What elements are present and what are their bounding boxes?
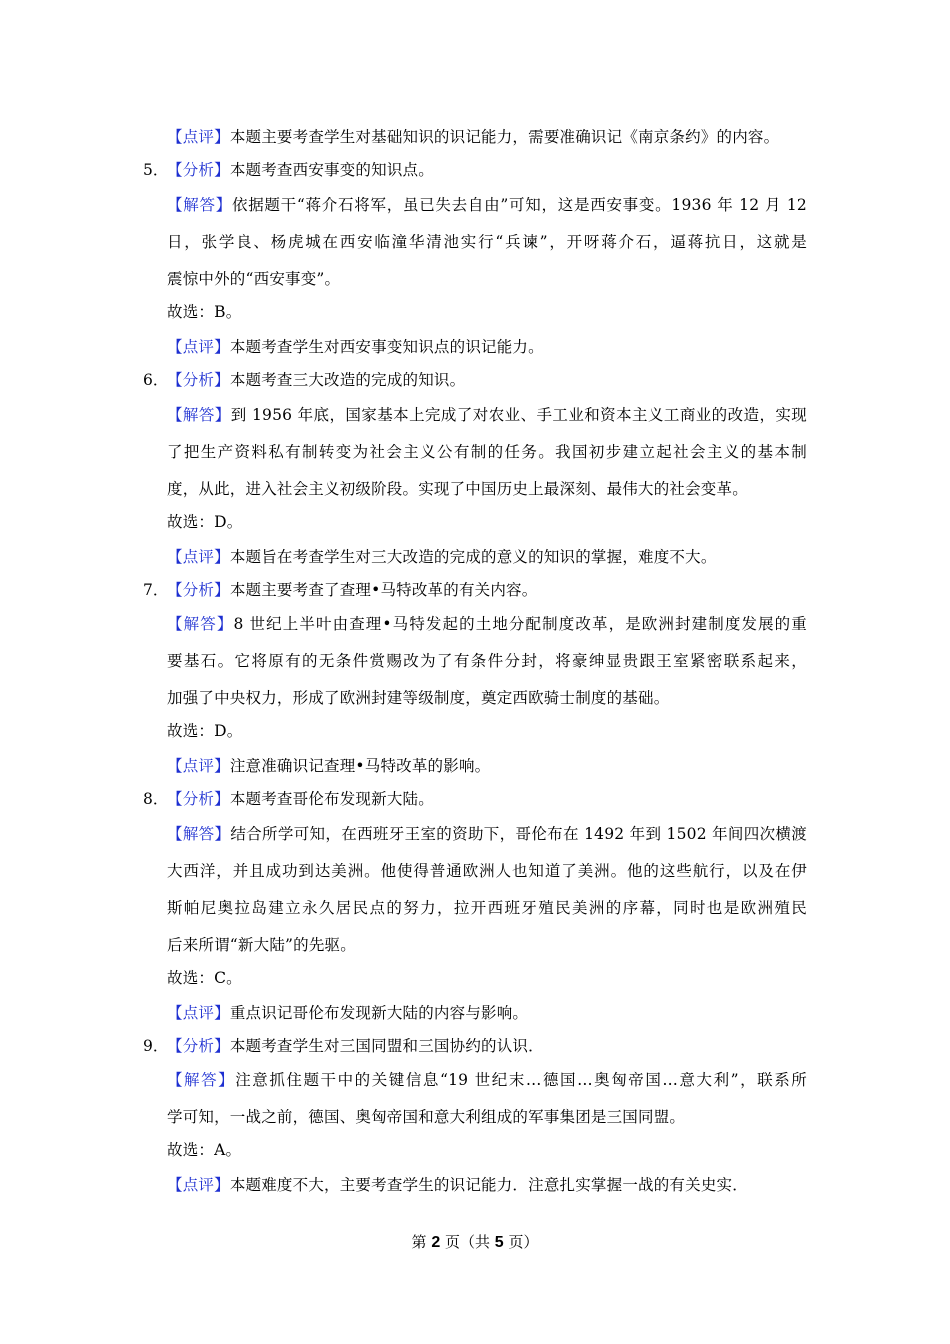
item-5-answer-line: 日，张学良、杨虎城在西安临潼华清池实行“兵谏”，开呀蒋介石，逼蒋抗日，这就是 bbox=[167, 233, 807, 251]
answer-tag: 【解答】 bbox=[167, 825, 231, 843]
item-8-answer-line: 斯帕尼奥拉岛建立永久居民点的努力，拉开西班牙殖民美洲的序幕，同时也是欧洲殖民 bbox=[167, 899, 807, 917]
comment-tag: 【点评】 bbox=[167, 128, 230, 146]
page-footer: 第 2 页（共 5 页） bbox=[411, 1233, 539, 1251]
comment-tag: 【点评】 bbox=[167, 548, 230, 566]
item-7-analysis: 【分析】本题主要考查了查理•马特改革的有关内容。 bbox=[167, 581, 538, 599]
item-5-answer-line: 震惊中外的“西安事变”。 bbox=[167, 270, 341, 288]
item-5-comment: 【点评】本题考查学生对西安事变知识点的识记能力。 bbox=[167, 338, 544, 356]
question-number: 8． bbox=[143, 790, 169, 808]
item-7-answer-line: 加强了中央权力，形成了欧洲封建等级制度，奠定西欧骑士制度的基础。 bbox=[167, 689, 670, 707]
question-number: 7． bbox=[143, 581, 169, 599]
item-7-comment: 【点评】注意准确识记查理•马特改革的影响。 bbox=[167, 757, 491, 775]
item-8-comment: 【点评】重点识记哥伦布发现新大陆的内容与影响。 bbox=[167, 1004, 529, 1022]
item-6-answer-line: 了把生产资料私有制转变为社会主义公有制的任务。我国初步建立起社会主义的基本制 bbox=[167, 443, 807, 461]
item-6-comment: 【点评】本题旨在考查学生对三大改造的完成的意义的知识的掌握，难度不大。 bbox=[167, 548, 717, 566]
item-9-answer-line: 【解答】注意抓住题干中的关键信息“19 世纪末…德国…奥匈帝国…意大利”，联系所 bbox=[167, 1071, 807, 1089]
item-6-answer-line: 度，从此，进入社会主义初级阶段。实现了中国历史上最深刻、最伟大的社会变革。 bbox=[167, 480, 748, 498]
answer-tag: 【解答】 bbox=[167, 615, 234, 633]
comment-tag: 【点评】 bbox=[167, 757, 230, 775]
item-8-answer-line: 大西洋，并且成功到达美洲。他使得普通欧洲人也知道了美洲。他的这些航行，以及在伊 bbox=[167, 862, 807, 880]
item-7-answer-line: 要基石。它将原有的无条件赏赐改为了有条件分封，将豪绅显贵跟王室紧密联系起来， bbox=[167, 652, 807, 670]
analysis-tag: 【分析】 bbox=[167, 161, 230, 179]
item-8-choice: 故选：C。 bbox=[167, 969, 242, 987]
comment-tag: 【点评】 bbox=[167, 1004, 230, 1022]
item-9-answer-line: 学可知，一战之前，德国、奥匈帝国和意大利组成的军事集团是三国同盟。 bbox=[167, 1108, 686, 1126]
item-8-answer-line: 后来所谓“新大陆”的先驱。 bbox=[167, 936, 356, 954]
item-9-choice: 故选：A。 bbox=[167, 1141, 242, 1159]
comment-tag: 【点评】 bbox=[167, 1176, 230, 1194]
item-8-answer-line: 【解答】结合所学可知，在西班牙王室的资助下，哥伦布在 1492 年到 1502 年间四次横渡 bbox=[167, 825, 807, 843]
analysis-tag: 【分析】 bbox=[167, 371, 230, 389]
question-number: 6． bbox=[143, 371, 169, 389]
total-pages: 5 bbox=[494, 1234, 504, 1251]
item-5-choice: 故选：B。 bbox=[167, 303, 242, 321]
item-5-answer-line: 【解答】依据题干“蒋介石将军，虽已失去自由”可知，这是西安事变。1936 年 12 月 12 bbox=[167, 196, 807, 214]
question-number: 9． bbox=[143, 1037, 169, 1055]
item-7-answer-line: 【解答】8 世纪上半叶由查理•马特发起的土地分配制度改革，是欧洲封建制度发展的重 bbox=[167, 615, 807, 633]
comment-tag: 【点评】 bbox=[167, 338, 230, 356]
item-9-comment: 【点评】本题难度不大，主要考查学生的识记能力．注意扎实掌握一战的有关史实． bbox=[167, 1176, 748, 1194]
analysis-tag: 【分析】 bbox=[167, 1037, 230, 1055]
item-7-choice: 故选：D。 bbox=[167, 722, 243, 740]
item-6-answer-line: 【解答】到 1956 年底，国家基本上完成了对农业、手工业和资本主义工商业的改造，实现 bbox=[167, 406, 807, 424]
page-number: 2 bbox=[431, 1234, 441, 1251]
answer-tag: 【解答】 bbox=[167, 1071, 236, 1089]
item-6-choice: 故选：D。 bbox=[167, 513, 243, 531]
item-9-analysis: 【分析】本题考查学生对三国同盟和三国协约的认识． bbox=[167, 1037, 544, 1055]
question-number: 5． bbox=[143, 161, 169, 179]
item-8-analysis: 【分析】本题考查哥伦布发现新大陆。 bbox=[167, 790, 434, 808]
item-5-analysis: 【分析】本题考查西安事变的知识点。 bbox=[167, 161, 434, 179]
analysis-tag: 【分析】 bbox=[167, 581, 230, 599]
answer-tag: 【解答】 bbox=[167, 196, 232, 214]
item-4-comment: 【点评】本题主要考查学生对基础知识的识记能力，需要准确识记《南京条约》的内容。 bbox=[167, 128, 780, 146]
analysis-tag: 【分析】 bbox=[167, 790, 230, 808]
answer-tag: 【解答】 bbox=[167, 406, 231, 424]
item-6-analysis: 【分析】本题考查三大改造的完成的知识。 bbox=[167, 371, 466, 389]
